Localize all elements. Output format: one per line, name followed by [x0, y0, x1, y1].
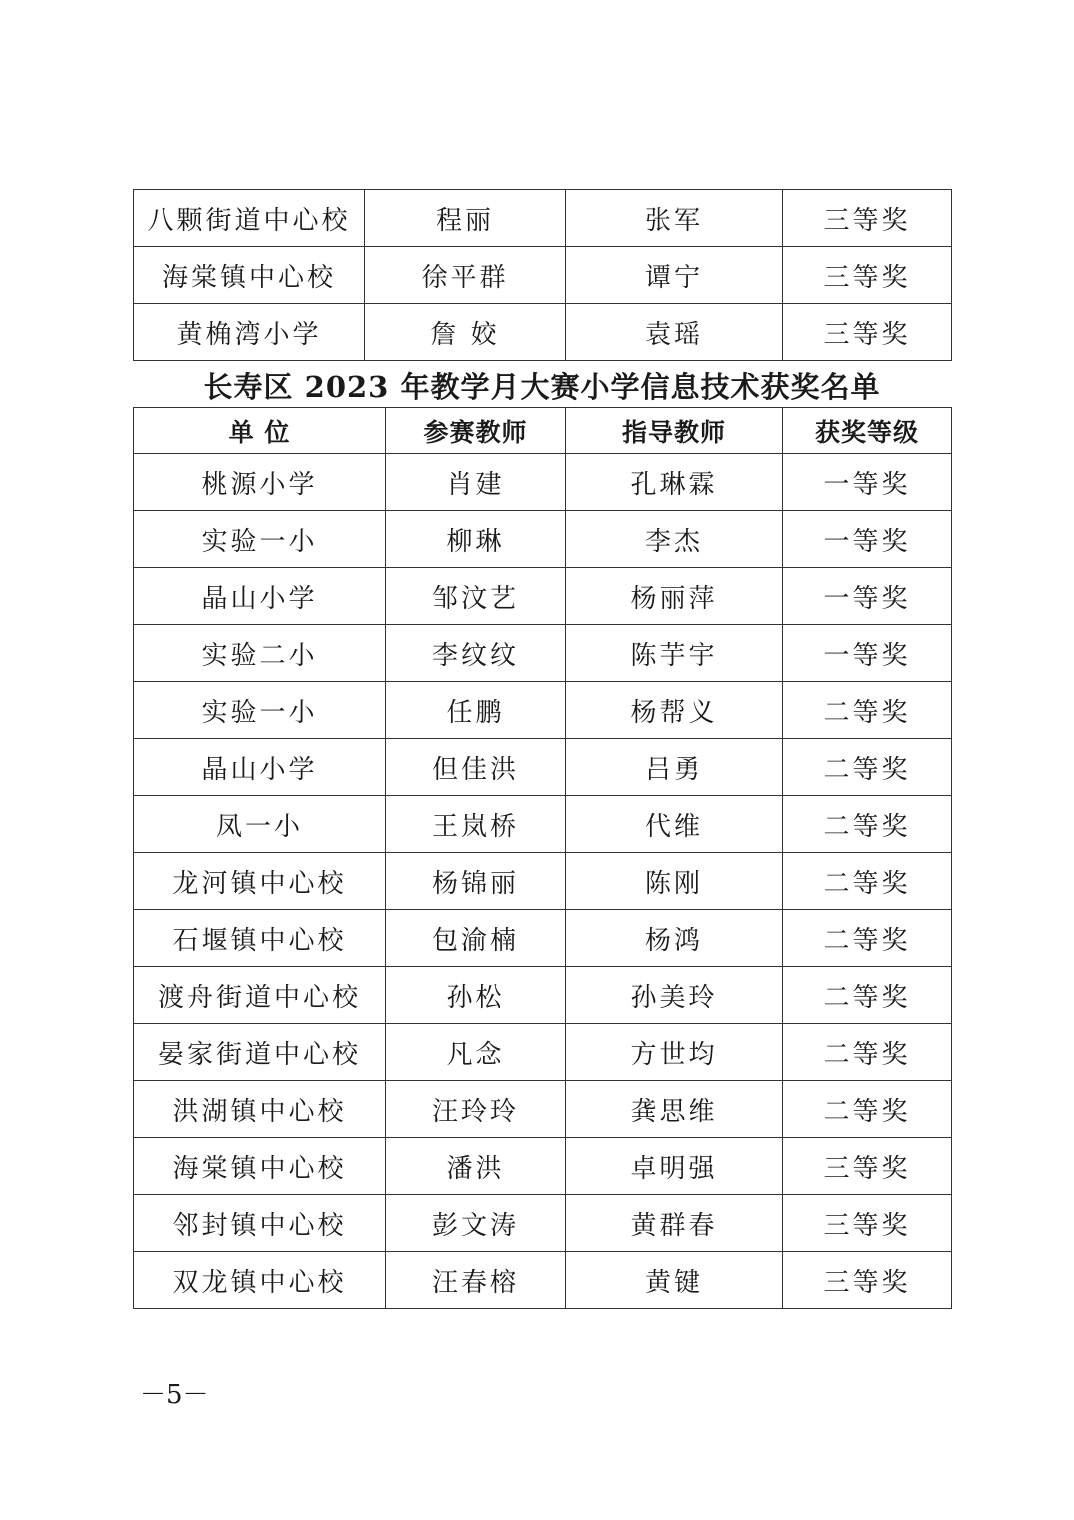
table-row	[134, 190, 952, 247]
cell-unit: 石堰镇中心校	[134, 910, 386, 967]
cell-contestant: 汪春榕	[386, 1252, 566, 1309]
cell-advisor: 陈刚	[566, 853, 783, 910]
table-row	[134, 304, 952, 361]
cell-contestant: 肖建	[386, 454, 566, 511]
cell-advisor: 黄群春	[566, 1195, 783, 1252]
cell-unit: 桃源小学	[134, 454, 386, 511]
table-row	[134, 1195, 952, 1252]
cell-advisor: 杨鸿	[566, 910, 783, 967]
cell-award-level: 二等奖	[783, 853, 952, 910]
cell-award-level: 二等奖	[783, 739, 952, 796]
cell-contestant: 但佳洪	[386, 739, 566, 796]
table-row	[134, 682, 952, 739]
cell-award-level: 二等奖	[783, 796, 952, 853]
cell-contestant: 包渝楠	[386, 910, 566, 967]
cell-unit: 海棠镇中心校	[134, 247, 365, 304]
cell-unit: 双龙镇中心校	[134, 1252, 386, 1309]
cell-contestant: 邹汶艺	[386, 568, 566, 625]
cell-contestant: 凡念	[386, 1024, 566, 1081]
cell-contestant: 詹 姣	[365, 304, 566, 361]
cell-advisor: 杨帮义	[566, 682, 783, 739]
header-award-level: 获奖等级	[783, 408, 952, 454]
cell-unit: 实验一小	[134, 511, 386, 568]
cell-advisor: 龚思维	[566, 1081, 783, 1138]
cell-contestant: 王岚桥	[386, 796, 566, 853]
cell-advisor: 谭宁	[566, 247, 783, 304]
cell-award-level: 一等奖	[783, 568, 952, 625]
header-unit: 单 位	[134, 408, 386, 454]
document-title: 长寿区 2023 年教学月大赛小学信息技术获奖名单	[203, 370, 881, 404]
cell-contestant: 汪玲玲	[386, 1081, 566, 1138]
continued-award-table	[133, 189, 952, 361]
table-row	[134, 625, 952, 682]
cell-award-level: 二等奖	[783, 967, 952, 1024]
cell-unit: 龙河镇中心校	[134, 853, 386, 910]
table-row	[134, 796, 952, 853]
cell-unit: 晏家街道中心校	[134, 1024, 386, 1081]
cell-award-level: 二等奖	[783, 1024, 952, 1081]
table-row	[134, 247, 952, 304]
table-header-row	[134, 408, 952, 454]
cell-unit: 洪湖镇中心校	[134, 1081, 386, 1138]
table-row	[134, 967, 952, 1024]
cell-contestant: 李纹纹	[386, 625, 566, 682]
cell-award-level: 三等奖	[783, 1138, 952, 1195]
cell-unit: 晶山小学	[134, 739, 386, 796]
cell-award-level: 三等奖	[783, 1252, 952, 1309]
cell-unit: 凤一小	[134, 796, 386, 853]
cell-advisor: 卓明强	[566, 1138, 783, 1195]
cell-contestant: 柳琳	[386, 511, 566, 568]
cell-advisor: 张军	[566, 190, 783, 247]
cell-unit: 八颗街道中心校	[134, 190, 365, 247]
table-row	[134, 454, 952, 511]
table-row	[134, 910, 952, 967]
table-row	[134, 1081, 952, 1138]
cell-advisor: 孔琳霖	[566, 454, 783, 511]
cell-unit: 实验一小	[134, 682, 386, 739]
cell-advisor: 黄键	[566, 1252, 783, 1309]
cell-contestant: 彭文涛	[386, 1195, 566, 1252]
cell-contestant: 程丽	[365, 190, 566, 247]
award-table	[133, 407, 952, 1309]
cell-advisor: 代维	[566, 796, 783, 853]
cell-advisor: 孙美玲	[566, 967, 783, 1024]
cell-award-level: 一等奖	[783, 625, 952, 682]
cell-contestant: 杨锦丽	[386, 853, 566, 910]
cell-advisor: 方世均	[566, 1024, 783, 1081]
cell-unit: 实验二小	[134, 625, 386, 682]
cell-unit: 海棠镇中心校	[134, 1138, 386, 1195]
header-contestant: 参赛教师	[386, 408, 566, 454]
cell-contestant: 徐平群	[365, 247, 566, 304]
cell-award-level: 二等奖	[783, 682, 952, 739]
cell-award-level: 三等奖	[783, 1195, 952, 1252]
cell-contestant: 潘洪	[386, 1138, 566, 1195]
cell-unit: 邻封镇中心校	[134, 1195, 386, 1252]
table-row	[134, 853, 952, 910]
cell-award-level: 三等奖	[783, 304, 952, 361]
cell-advisor: 李杰	[566, 511, 783, 568]
table-row	[134, 1024, 952, 1081]
cell-award-level: 一等奖	[783, 454, 952, 511]
cell-contestant: 孙松	[386, 967, 566, 1024]
cell-award-level: 一等奖	[783, 511, 952, 568]
table-row	[134, 511, 952, 568]
table-row	[134, 568, 952, 625]
table-row	[134, 739, 952, 796]
cell-unit: 渡舟街道中心校	[134, 967, 386, 1024]
cell-award-level: 二等奖	[783, 910, 952, 967]
cell-award-level: 三等奖	[783, 247, 952, 304]
table-row	[134, 1138, 952, 1195]
cell-award-level: 二等奖	[783, 1081, 952, 1138]
table-row	[134, 1252, 952, 1309]
cell-advisor: 杨丽萍	[566, 568, 783, 625]
cell-contestant: 任鹏	[386, 682, 566, 739]
page-number: －5－	[140, 1380, 209, 1410]
cell-advisor: 袁瑶	[566, 304, 783, 361]
cell-unit: 晶山小学	[134, 568, 386, 625]
cell-unit: 黄桷湾小学	[134, 304, 365, 361]
cell-advisor: 陈芋宇	[566, 625, 783, 682]
cell-advisor: 吕勇	[566, 739, 783, 796]
cell-award-level: 三等奖	[783, 190, 952, 247]
header-advisor: 指导教师	[566, 408, 783, 454]
